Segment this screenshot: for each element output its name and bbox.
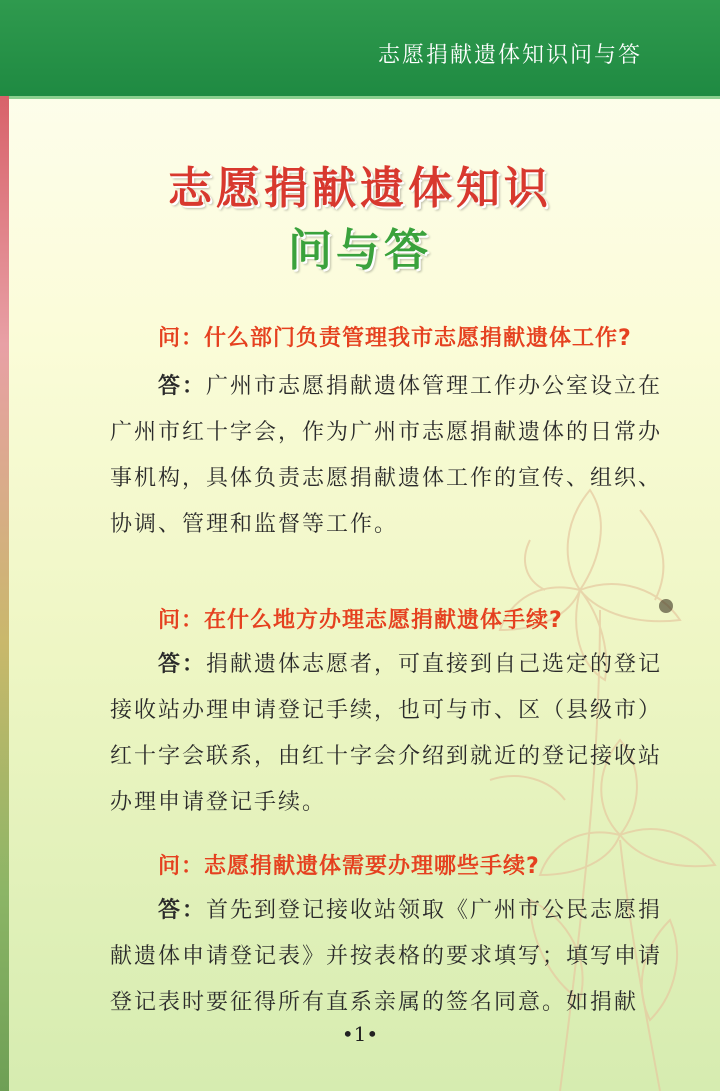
header-band — [0, 0, 720, 96]
answer-label: 答： — [158, 652, 207, 677]
answer-label: 答： — [158, 374, 207, 399]
answer-paragraph — [110, 888, 670, 1026]
answer-paragraph — [110, 364, 670, 548]
answer-text: 广州市志愿捐献遗体管理工作办公室设立在广州市红十字会，作为广州市志愿捐献遗体的日常办事机构，具体负责志愿捐献遗体工作的宣传、组织、协调、管理和监督等工作。 — [110, 374, 663, 537]
main-title-line2: 问与答 — [288, 225, 432, 276]
main-title-line1: 志愿捐献遗体知识 — [168, 163, 552, 214]
answer-text: 首先到登记接收站领取《广州市公民志愿捐献遗体申请登记表》并按表格的要求填写；填写申请登记表时要征得所有直系亲属的签名同意。如捐献 — [110, 898, 663, 1015]
question-text: 问：什么部门负责管理我市志愿捐献遗体工作? — [158, 326, 632, 351]
page-number: •1• — [341, 1022, 379, 1046]
qa-item — [110, 318, 670, 548]
question-text: 问：志愿捐献遗体需要办理哪些手续? — [158, 854, 540, 879]
qa-item — [110, 600, 670, 826]
qa-item — [110, 846, 670, 1026]
answer-paragraph — [110, 642, 670, 826]
answer-text: 捐献遗体志愿者，可直接到自己选定的登记接收站办理申请登记手续，也可与市、区（县级市）红十字会联系，由红十字会介绍到就近的登记接收站办理申请登记手续。 — [110, 652, 663, 815]
answer-label: 答： — [158, 898, 207, 923]
question-text: 问：在什么地方办理志愿捐献遗体手续? — [158, 608, 563, 633]
running-header-title: 志愿捐献遗体知识问与答 — [377, 43, 642, 68]
